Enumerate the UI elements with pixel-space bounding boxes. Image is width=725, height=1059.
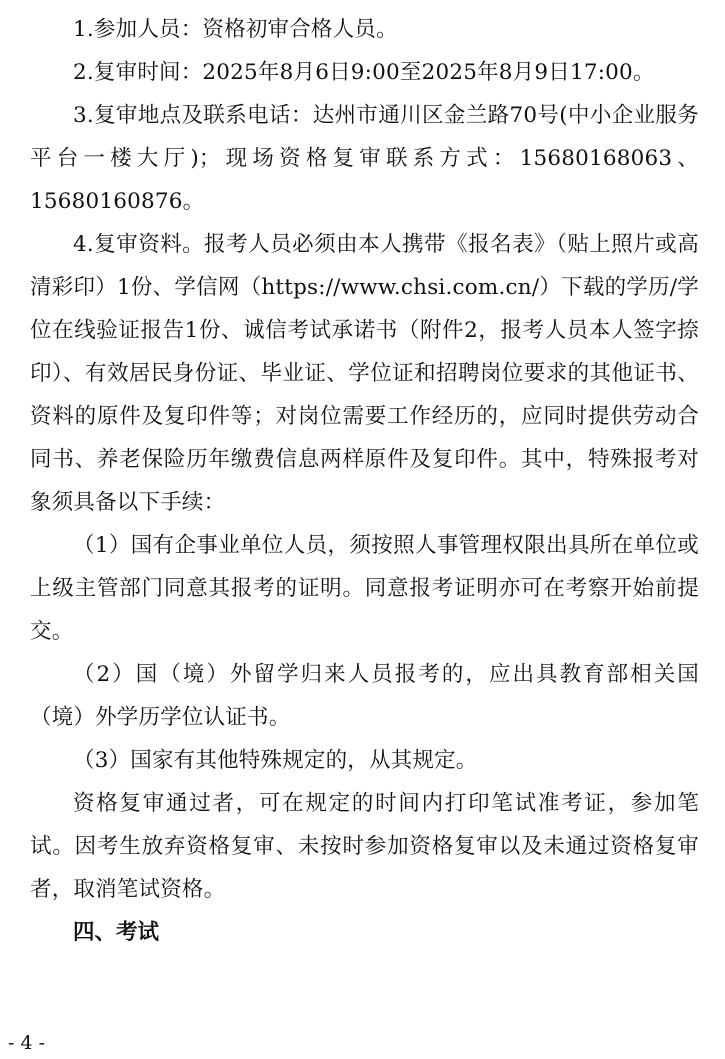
paragraph-item-3: （3）国家有其他特殊规定的，从其规定。	[73, 748, 478, 773]
paragraph-review-materials: 4.复审资料。报考人员必须由本人携带《报名表》（贴上照片或高清彩印）1份、学信网（https://www.chsi.com.cn/）下载的学历/学位在线验证报告1份、诚信考试承诺书（附件2，报考人员本人签字捺印）、有效居民身份证、毕业证、学位证和招聘岗位要求的其他证书、资料的原件及复印件等；对岗位需要工作经历的，应同时提供劳动合同书、养老保险历年缴费信息两样原件及复印件。其中，特殊报考对象须具备以下手续：	[30, 232, 699, 515]
paragraph-item-2: （2）国（境）外留学归来人员报考的，应出具教育部相关国（境）外学历学位认证书。	[30, 662, 699, 730]
paragraph-review-time: 2.复审时间：2025年8月6日9:00至2025年8月9日17:00。	[73, 60, 655, 85]
paragraph-item-1: （1）国有企事业单位人员，须按照人事管理权限出具所在单位或上级主管部门同意其报考的证明。同意报考证明亦可在考察开始前提交。	[30, 533, 699, 644]
page-number: - 4 -	[8, 1032, 46, 1054]
paragraph-review-location: 3.复审地点及联系电话：达州市通川区金兰路70号(中小企业服务平台一楼大厅)；现场资格复审联系方式：15680168063、15680160876。	[30, 103, 699, 214]
section-heading-exam: 四、考试	[73, 920, 160, 945]
paragraph-participants: 1.参加人员：资格初审合格人员。	[73, 17, 398, 42]
paragraph-review-result: 资格复审通过者，可在规定的时间内打印笔试准考证，参加笔试。因考生放弃资格复审、未按时参加资格复审以及未通过资格复审者，取消笔试资格。	[30, 791, 699, 902]
